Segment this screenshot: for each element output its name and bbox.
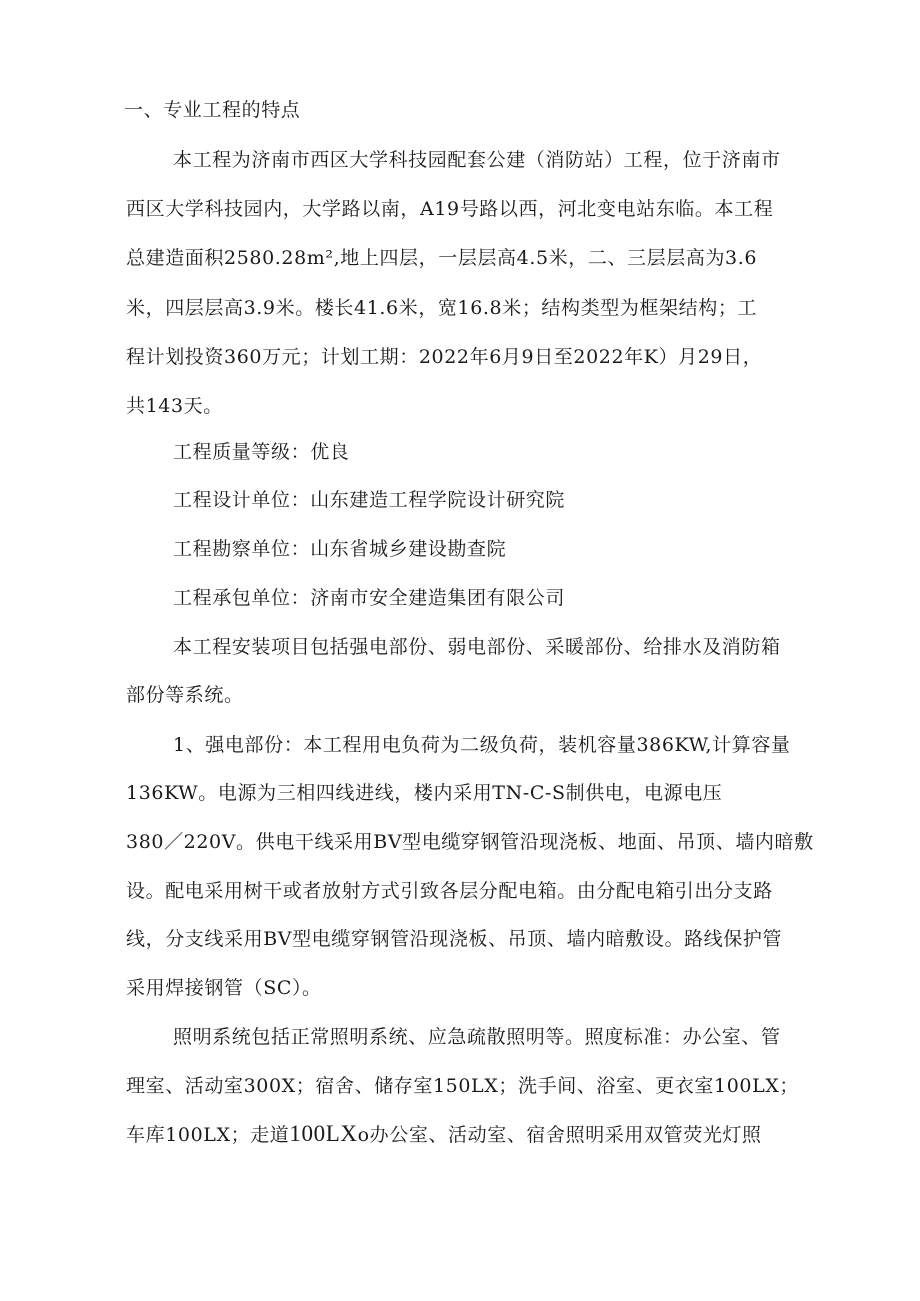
overview-line-4: 米，四层层高3.9米。楼长41.6米，宽16.8米；结构类型为框架结构；工 — [126, 297, 758, 319]
lighting-line-3-start: 车库100LX；走道 — [126, 1124, 290, 1146]
strong-current-line-5: 线，分支线采用BV型电缆穿钢管沿现浇板、吊顶、墙内暗敷设。路线保护管 — [126, 928, 783, 950]
strong-current-line-2: 136KW。电源为三相四线进线，楼内采用TN-C-S制供电，电源电压 — [126, 782, 723, 804]
survey-unit: 工程勘察单位：山东省城乡建设勘查院 — [173, 538, 507, 560]
design-unit: 工程设计单位：山东建造工程学院设计研究院 — [173, 489, 566, 511]
lighting-line-3-end: o办公室、活动室、宿舍照明采用双管荧光灯照 — [357, 1124, 762, 1146]
strong-current-line-6: 采用焊接钢管（SC）。 — [126, 977, 322, 999]
overview-line-1: 本工程为济南市西区大学科技园配套公建（消防站）工程，位于济南市 — [173, 149, 781, 171]
lighting-line-2: 理室、活动室300X；宿舍、储存室150LX；洗手间、浴室、更衣室100LX； — [126, 1075, 800, 1097]
strong-current-line-4: 设。配电采用树干或者放射方式引致各层分配电箱。由分配电箱引出分支路 — [126, 880, 773, 902]
install-scope-line-1: 本工程安装项目包括强电部份、弱电部份、采暖部份、给排水及消防箱 — [173, 636, 781, 658]
overview-line-3: 总建造面积2580.28m²,地上四层，一层层高4.5米，二、三层层高为3.6 — [126, 247, 758, 269]
install-scope-line-2: 部份等系统。 — [126, 684, 244, 706]
strong-current-line-1: 1、强电部份：本工程用电负荷为二级负荷，装机容量386KW,计算容量 — [173, 734, 791, 756]
quality-grade: 工程质量等级：优良 — [173, 441, 350, 463]
lighting-line-1: 照明系统包括正常照明系统、应急疏散照明等。照度标准：办公室、管 — [173, 1026, 781, 1048]
lighting-line-3-emphasis: 100LX — [289, 1121, 358, 1146]
overview-line-2: 西区大学科技园内，大学路以南，A19号路以西，河北变电站东临。本工程 — [126, 198, 774, 220]
strong-current-line-3: 380／220V。供电干线采用BV型电缆穿钢管沿现浇板、地面、吊顶、墙内暗敷 — [126, 831, 814, 853]
section-heading: 一、专业工程的特点 — [124, 99, 301, 121]
contractor-unit: 工程承包单位：济南市安全建造集团有限公司 — [173, 587, 566, 609]
overview-line-5: 程计划投资360万元；计划工期：2022年6月9日至2022年K）月29日， — [126, 346, 763, 368]
lighting-line-3 — [126, 1122, 762, 1147]
overview-line-6: 共143天。 — [126, 395, 223, 417]
